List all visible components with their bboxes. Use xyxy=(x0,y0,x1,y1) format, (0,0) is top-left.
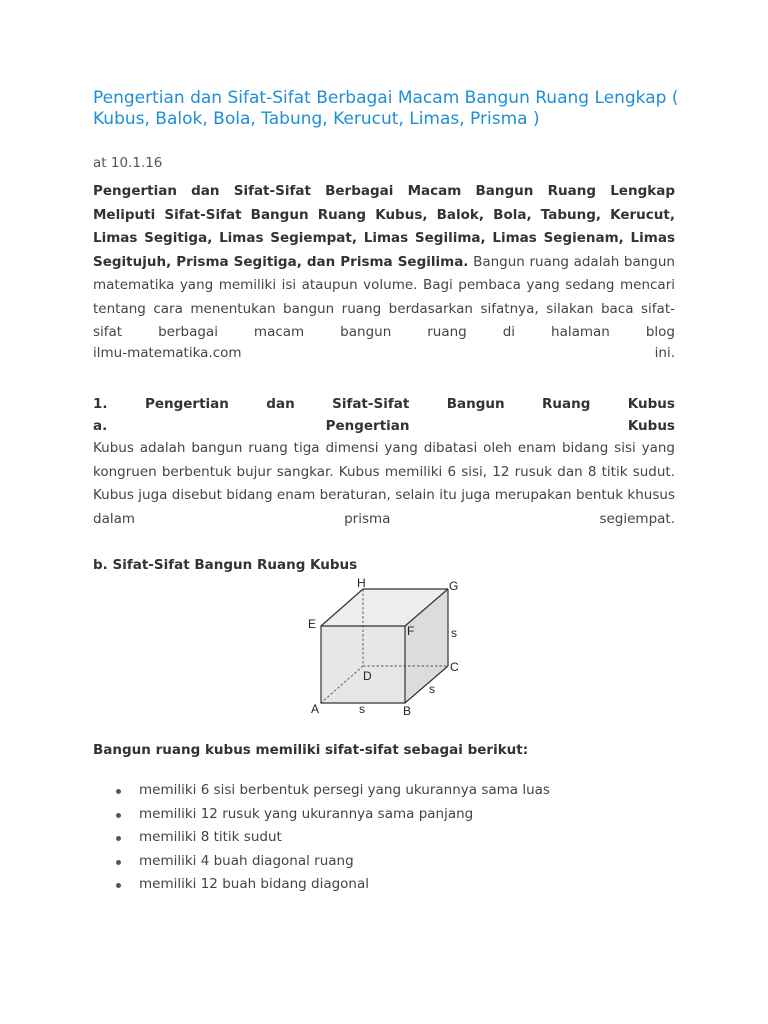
heading-word: Ruang xyxy=(542,396,591,412)
vertex-label-h: H xyxy=(357,576,366,590)
sub-a-word: Kubus xyxy=(627,418,675,434)
properties-title: Bangun ruang kubus memiliki sifat-sifat sebagai berikut: xyxy=(93,742,529,758)
list-item: memiliki 8 titik sudut xyxy=(93,826,550,850)
vertex-label-f: F xyxy=(407,624,415,638)
intro-last-line xyxy=(93,345,675,361)
post-date: at 10.1.16 xyxy=(93,155,163,171)
intro-end: ini. xyxy=(654,345,675,361)
post-title[interactable]: Pengertian dan Sifat-Sifat Berbagai Macam Bangun Ruang Lengkap ( Kubus, Balok, Bola, Tabung, Kerucut, Limas, Prisma ) xyxy=(93,88,679,129)
section-1-title-row xyxy=(93,393,675,415)
kubus-definition: Kubus adalah bangun ruang tiga dimensi yang dibatasi oleh enam bidang sisi yang kongruen berbentuk bujur sangkar. Kubus memiliki 6 sisi, 12 rusuk dan 8 titik sudut. Kubus juga disebut bidang enam beraturan, selain itu juga merupakan bentuk khusus dalam prisma segiempat. xyxy=(93,440,675,527)
heading-word: dan xyxy=(266,396,295,412)
heading-word: Kubus xyxy=(627,396,675,412)
sub-heading-a xyxy=(93,415,675,437)
heading-word: Pengertian xyxy=(144,396,229,412)
sub-a-label: a. xyxy=(93,418,108,434)
vertex-label-g: G xyxy=(449,579,459,593)
section-number: 1. xyxy=(93,396,108,412)
list-item: memiliki 4 buah diagonal ruang xyxy=(93,850,550,874)
side-label-bottom: s xyxy=(429,682,435,696)
vertex-label-c: C xyxy=(450,660,459,674)
vertex-label-b: B xyxy=(403,704,412,717)
sub-heading-b: b. Sifat-Sifat Bangun Ruang Kubus xyxy=(93,557,358,573)
list-item: memiliki 12 rusuk yang ukurannya sama panjang xyxy=(93,803,550,827)
intro-paragraph xyxy=(93,180,675,345)
intro-bold-text: Pengertian dan Sifat-Sifat Berbagai Macam Bangun Ruang Lengkap Meliputi Sifat-Sifat Bangun Ruang Kubus, Balok, Bola, Tabung, Kerucut, Limas Segitiga, Limas Segiempat, Limas Segilima, Limas Segienam, Limas Segitujuh, Prisma Segitiga, dan Prisma Segilima. xyxy=(93,183,675,270)
cube-front-face xyxy=(321,626,405,703)
vertex-label-a: A xyxy=(311,702,320,716)
side-label-right: s xyxy=(451,626,457,640)
heading-word: Sifat-Sifat xyxy=(332,396,410,412)
heading-word: Bangun xyxy=(446,396,505,412)
blog-name: ilmu-matematika.com xyxy=(93,345,242,361)
sub-a-word: Pengertian xyxy=(325,418,410,434)
vertex-label-e: E xyxy=(308,617,317,631)
intro-text: Bangun ruang adalah bangun matematika yang memiliki isi ataupun volume. Bagi pembaca yang sedang mencari tentang cara menentukan bangun ruang berdasarkan sifatnya, silakan baca sifat-sifat berbagai macam bangun ruang di halaman blog xyxy=(93,253,675,340)
cube-diagram xyxy=(305,575,475,717)
list-item: memiliki 6 sisi berbentuk persegi yang ukurannya sama luas xyxy=(93,779,550,803)
vertex-label-d: D xyxy=(363,669,372,683)
properties-list xyxy=(93,779,550,897)
section-1-heading xyxy=(93,393,675,437)
side-label-front: s xyxy=(359,702,365,716)
list-item: memiliki 12 buah bidang diagonal xyxy=(93,873,550,897)
